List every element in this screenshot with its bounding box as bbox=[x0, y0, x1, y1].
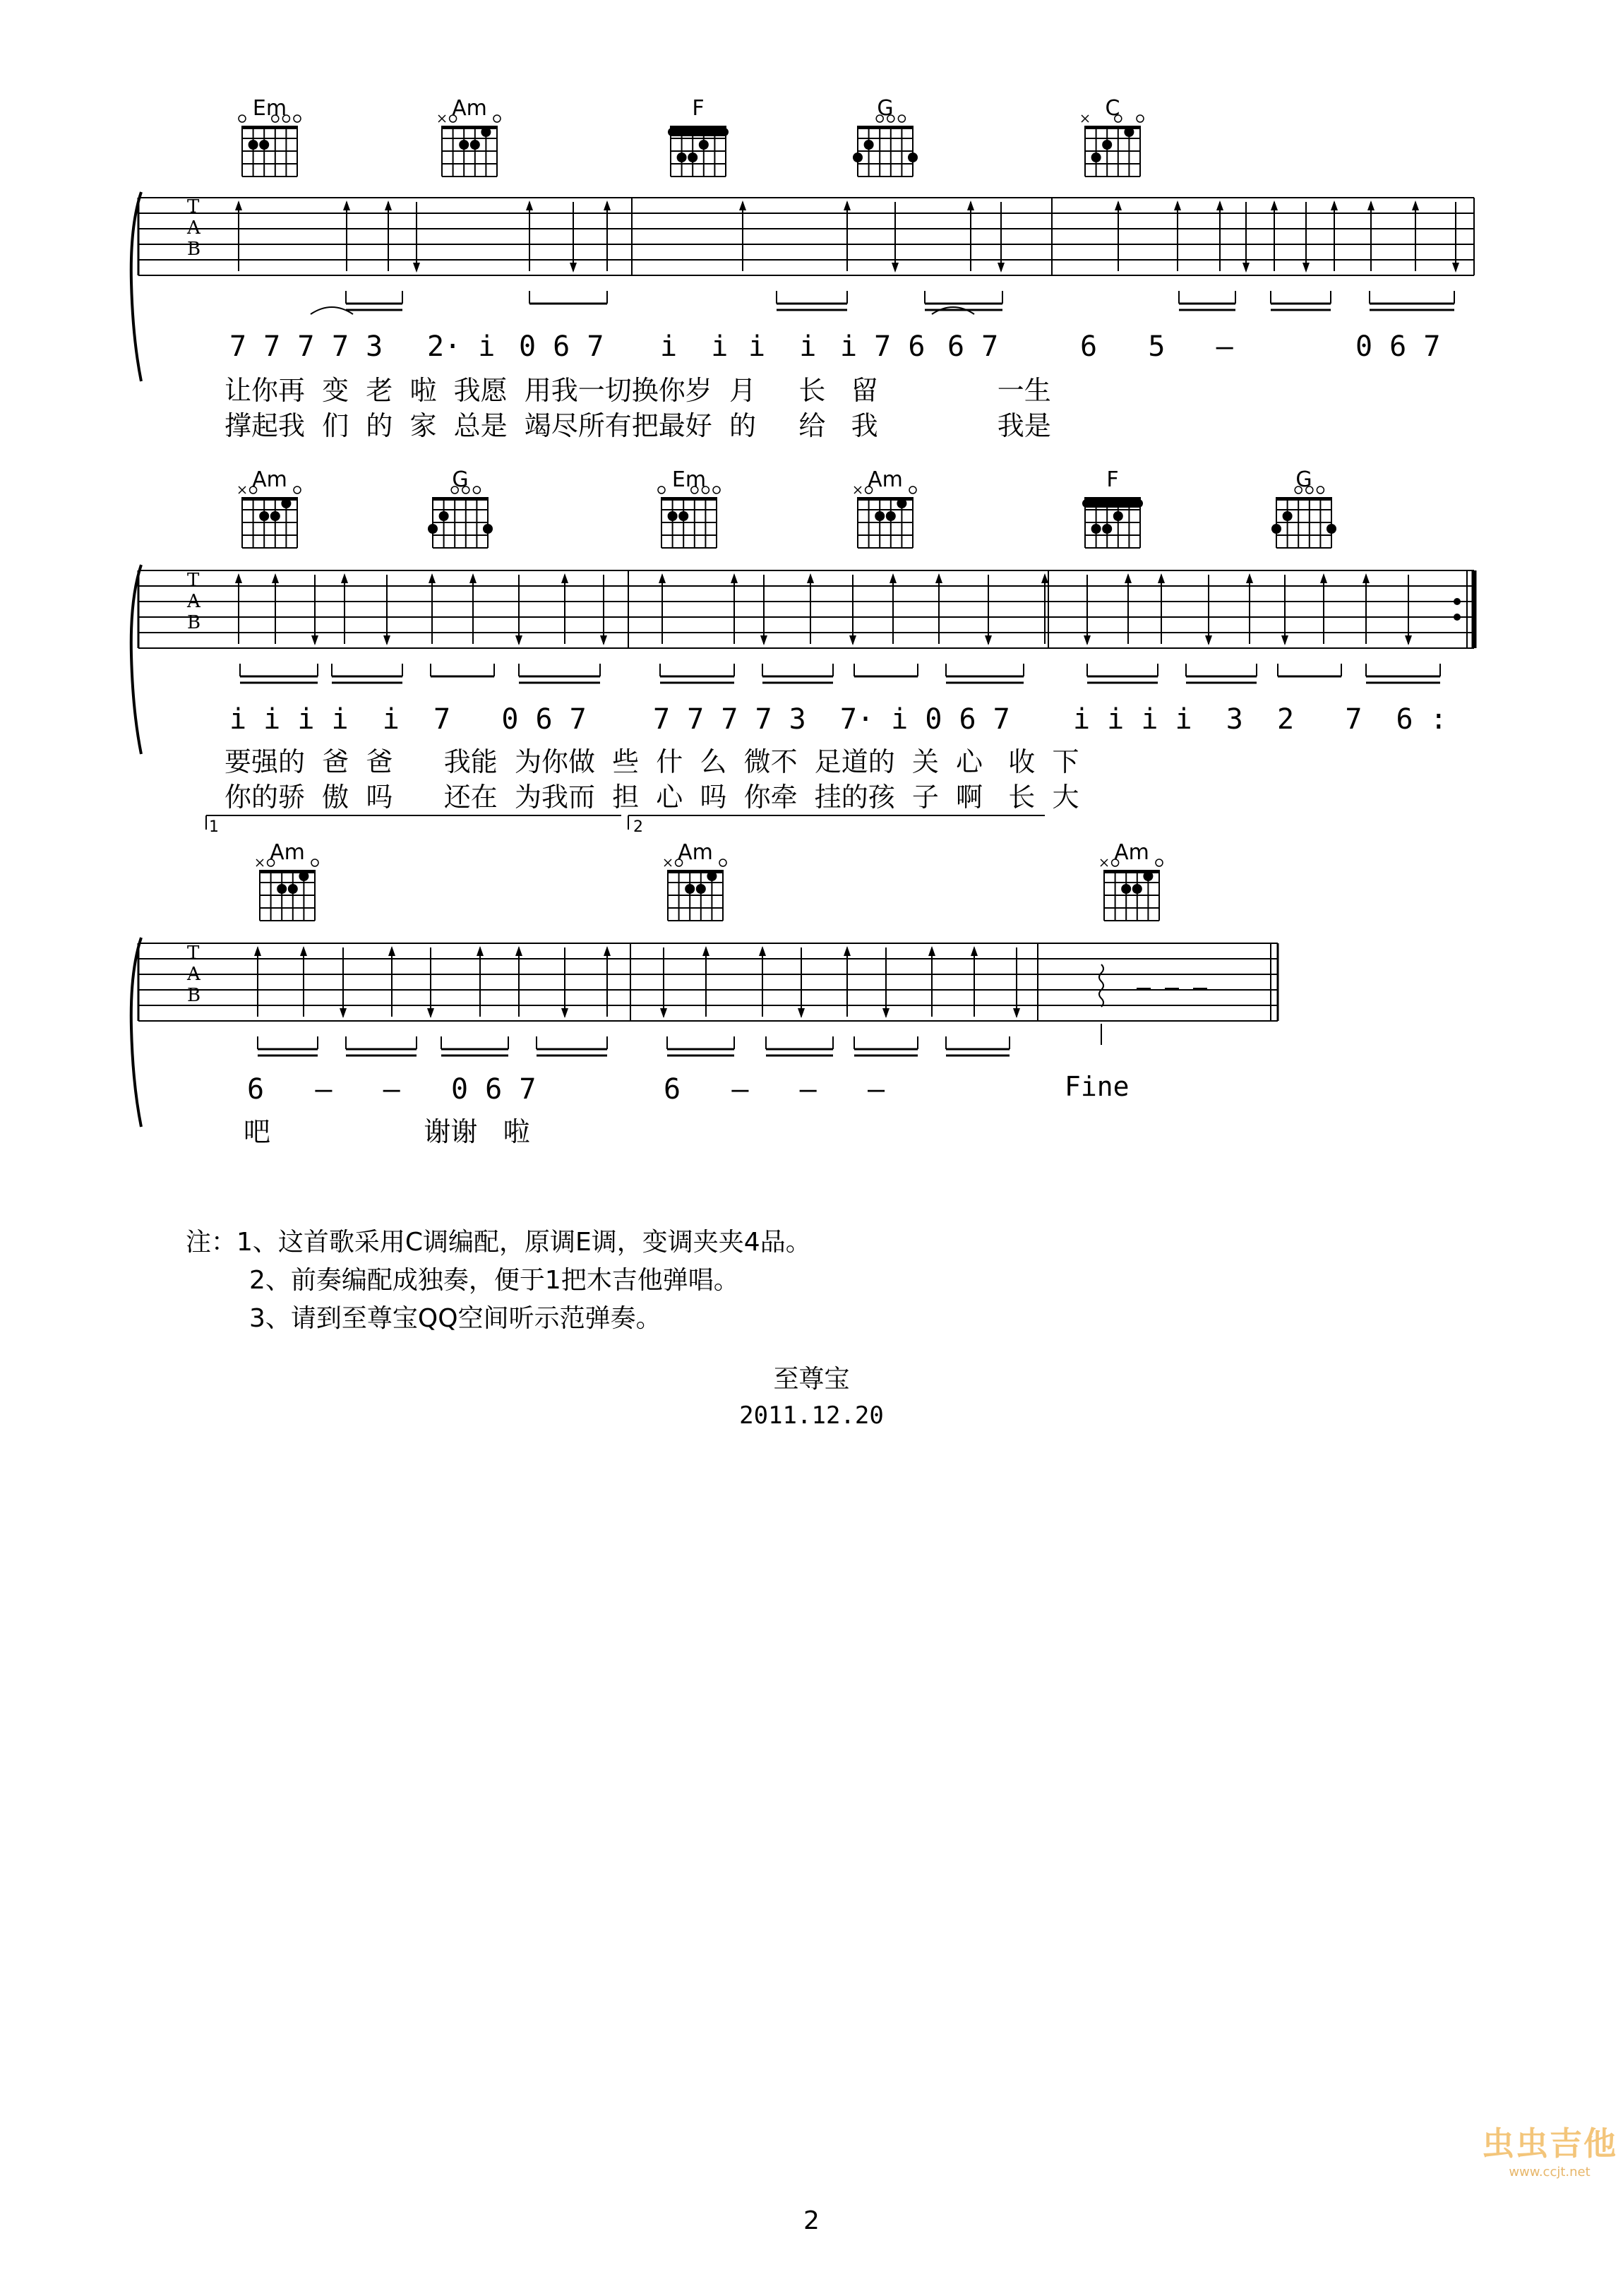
strum-up-icon bbox=[702, 946, 709, 956]
chord-dot bbox=[259, 140, 269, 150]
strum-down-icon bbox=[600, 635, 607, 645]
chord-dot bbox=[908, 153, 918, 162]
tab-letter: A bbox=[187, 217, 200, 239]
strum-up-icon bbox=[604, 946, 611, 956]
tab-letter: T bbox=[187, 570, 200, 591]
jianpu-notes: 0 6 7 bbox=[1355, 330, 1441, 363]
barre-icon bbox=[668, 128, 729, 136]
tab-letter: B bbox=[187, 239, 201, 260]
jianpu-notes: i i i i 3 2 7 6 : bbox=[1073, 703, 1447, 736]
strum-up-icon bbox=[1331, 201, 1338, 210]
chord-dot bbox=[281, 498, 291, 508]
fine-marking: Fine bbox=[1065, 1071, 1130, 1102]
jianpu-notes: 6 7 bbox=[947, 330, 999, 363]
strum-down-icon bbox=[1405, 635, 1412, 645]
strum-up-icon bbox=[604, 201, 611, 210]
jianpu-notes: 6 — — 0 6 7 bbox=[247, 1073, 537, 1106]
chord-diagram bbox=[854, 486, 916, 548]
system-brace bbox=[131, 565, 141, 754]
jianpu-notes: i 7 6 bbox=[840, 330, 926, 363]
strum-down-icon bbox=[882, 1008, 890, 1018]
strum-down-icon bbox=[561, 1008, 568, 1018]
date: 2011.12.20 bbox=[739, 1401, 884, 1430]
strum-up-icon bbox=[300, 946, 307, 956]
lyric-line-1: 吧 谢谢 啦 bbox=[244, 1116, 530, 1147]
strum-up-icon bbox=[1367, 201, 1375, 210]
chord-name: Am bbox=[1114, 840, 1149, 865]
tab-letter: B bbox=[187, 612, 201, 633]
chord-nut bbox=[1276, 497, 1331, 501]
strum-down-icon bbox=[798, 1008, 805, 1018]
strum-up-icon bbox=[1041, 573, 1048, 583]
chord-diagram bbox=[1101, 859, 1163, 921]
strum-up-icon bbox=[235, 573, 242, 583]
lyric-line-2: 你的骄 傲 吗 还在 为我而 担 心 吗 你牵 挂的孩 子 啊 长 大 bbox=[224, 782, 1079, 813]
chord-diagram bbox=[428, 486, 493, 548]
chord-dot bbox=[1124, 127, 1134, 137]
strum-up-icon bbox=[971, 946, 978, 956]
chord-dot bbox=[875, 511, 885, 521]
strum-up-icon bbox=[807, 573, 814, 583]
tab-letter: T bbox=[187, 943, 200, 964]
chord-dot bbox=[678, 511, 688, 521]
chord-diagram bbox=[438, 115, 501, 177]
chord-dot bbox=[677, 153, 687, 162]
chord-name: Am bbox=[270, 840, 305, 865]
strum-up-icon bbox=[1320, 573, 1327, 583]
strum-up-icon bbox=[254, 946, 261, 956]
strum-up-icon bbox=[1271, 201, 1278, 210]
repeat-dot bbox=[1454, 614, 1461, 621]
footnote-line-1: 注：1、这首歌采用C调编配，原调E调，变调夹夹4品。 bbox=[186, 1228, 811, 1257]
chord-dot bbox=[696, 884, 706, 894]
system-brace bbox=[131, 192, 141, 381]
repeat-dot bbox=[1454, 598, 1461, 605]
footnote-line-3: 3、请到至尊宝QQ空间听示范弹奏。 bbox=[249, 1304, 661, 1333]
strum-down-icon bbox=[383, 635, 390, 645]
chord-name: Am bbox=[868, 467, 903, 492]
chord-name: Am bbox=[252, 467, 287, 492]
arpeggio-icon bbox=[1099, 964, 1103, 1007]
tie-arc bbox=[311, 307, 353, 314]
strum-up-icon bbox=[1246, 573, 1253, 583]
strum-down-icon bbox=[1084, 635, 1091, 645]
chord-name: Em bbox=[671, 467, 707, 492]
strum-down-icon bbox=[1452, 263, 1459, 273]
strum-up-icon bbox=[477, 946, 484, 956]
chord-dot bbox=[1121, 884, 1131, 894]
barre-icon bbox=[1082, 499, 1143, 508]
strum-up-icon bbox=[928, 946, 935, 956]
chord-dot bbox=[699, 140, 709, 150]
tab-clef bbox=[187, 196, 200, 260]
chord-dot bbox=[481, 127, 491, 137]
strum-down-icon bbox=[660, 1008, 667, 1018]
strum-up-icon bbox=[1115, 201, 1122, 210]
strum-up-icon bbox=[429, 573, 436, 583]
watermark-logo: 虫虫吉他 bbox=[1482, 2124, 1617, 2163]
footnote-line-2: 2、前奏编配成独奏，便于1把木吉他弹唱。 bbox=[249, 1266, 739, 1295]
chord-nut bbox=[242, 126, 297, 129]
strum-down-icon bbox=[998, 263, 1005, 273]
chord-name: Am bbox=[678, 840, 713, 865]
chord-diagram bbox=[256, 859, 318, 921]
strum-up-icon bbox=[469, 573, 477, 583]
chord-dot bbox=[1132, 884, 1142, 894]
lyric-line-2: 撑起我 们 的 家 总是 竭尽所有把最好 的 给 我 我是 bbox=[224, 410, 1051, 441]
chord-dot bbox=[277, 884, 287, 894]
chord-name: G bbox=[1295, 467, 1312, 492]
chord-diagram bbox=[668, 126, 729, 177]
volta-2-label: 2 bbox=[633, 818, 643, 836]
chord-dot bbox=[897, 498, 906, 508]
strum-up-icon bbox=[739, 201, 746, 210]
chord-dot bbox=[428, 524, 438, 534]
strum-up-icon bbox=[731, 573, 738, 583]
strum-up-icon bbox=[1125, 573, 1132, 583]
strum-down-icon bbox=[985, 635, 992, 645]
chord-diagram bbox=[658, 486, 720, 548]
author: 至尊宝 bbox=[773, 1365, 850, 1394]
strum-up-icon bbox=[343, 201, 350, 210]
strum-up-icon bbox=[935, 573, 942, 583]
strum-up-icon bbox=[1363, 573, 1370, 583]
tab-letter: T bbox=[187, 196, 200, 217]
chord-nut bbox=[661, 497, 717, 501]
chord-dot bbox=[439, 511, 449, 521]
chord-dot bbox=[1283, 511, 1293, 521]
system-brace bbox=[131, 938, 141, 1127]
tab-letter: A bbox=[187, 964, 200, 985]
chord-dot bbox=[270, 511, 280, 521]
chord-diagram bbox=[1082, 115, 1144, 177]
strum-down-icon bbox=[1302, 263, 1310, 273]
strum-up-icon bbox=[341, 573, 348, 583]
strum-down-icon bbox=[760, 635, 767, 645]
jianpu-notes: i i i i i 7 0 6 7 bbox=[229, 703, 587, 736]
chord-name: F bbox=[692, 96, 705, 121]
jianpu-notes: i i bbox=[748, 330, 817, 363]
jianpu-notes: 6 — — — bbox=[664, 1073, 885, 1106]
jianpu-notes: 6 5 — bbox=[1080, 330, 1233, 363]
volta-1-label: 1 bbox=[209, 818, 219, 836]
watermark-url: www.ccjt.net bbox=[1509, 2165, 1591, 2180]
chord-diagram bbox=[239, 486, 301, 548]
chord-dot bbox=[470, 140, 480, 150]
strum-down-icon bbox=[892, 263, 899, 273]
strum-down-icon bbox=[1281, 635, 1288, 645]
strum-down-icon bbox=[570, 263, 577, 273]
chord-diagram bbox=[853, 115, 918, 177]
jianpu-notes: 7 7 7 7 3 7· i 0 6 7 bbox=[653, 703, 1010, 736]
chord-diagram bbox=[1082, 497, 1143, 548]
strum-down-icon bbox=[340, 1008, 347, 1018]
chord-dot bbox=[886, 511, 896, 521]
strum-up-icon bbox=[1216, 201, 1223, 210]
chord-dot bbox=[688, 153, 697, 162]
strum-up-icon bbox=[1412, 201, 1419, 210]
chord-dot bbox=[1143, 871, 1153, 881]
tab-clef bbox=[187, 570, 200, 633]
chord-name: G bbox=[452, 467, 469, 492]
jianpu-notes: 7 3 bbox=[332, 330, 383, 363]
chord-dot bbox=[1091, 153, 1101, 162]
chord-name: Am bbox=[452, 96, 487, 121]
jianpu-notes: 2· i bbox=[427, 330, 496, 363]
strum-down-icon bbox=[1205, 635, 1212, 645]
strum-up-icon bbox=[561, 573, 568, 583]
chord-dot bbox=[299, 871, 309, 881]
chord-dot bbox=[1326, 524, 1336, 534]
strum-up-icon bbox=[659, 573, 666, 583]
strum-up-icon bbox=[1174, 201, 1181, 210]
chord-dot bbox=[1091, 524, 1101, 534]
strum-up-icon bbox=[844, 201, 851, 210]
chord-name: F bbox=[1106, 467, 1119, 492]
chord-dot bbox=[707, 871, 717, 881]
lyric-line-1: 让你再 变 老 啦 我愿 用我一切换你岁 月 长 留 一生 bbox=[224, 375, 1051, 406]
chord-dot bbox=[1271, 524, 1281, 534]
strum-up-icon bbox=[759, 946, 766, 956]
chord-dot bbox=[685, 884, 695, 894]
strum-up-icon bbox=[967, 201, 974, 210]
tab-letter: B bbox=[187, 985, 201, 1006]
chord-dot bbox=[459, 140, 469, 150]
strum-up-icon bbox=[844, 946, 851, 956]
strum-down-icon bbox=[849, 635, 856, 645]
chord-dot bbox=[483, 524, 493, 534]
chord-dot bbox=[259, 511, 269, 521]
chord-dot bbox=[1102, 524, 1112, 534]
chord-dot bbox=[668, 511, 678, 521]
strum-down-icon bbox=[1242, 263, 1250, 273]
lyric-line-1: 要强的 爸 爸 我能 为你做 些 什 么 微不 足道的 关 心 收 下 bbox=[224, 746, 1079, 777]
jianpu-notes: 0 6 7 bbox=[519, 330, 604, 363]
chord-dot bbox=[853, 153, 863, 162]
strum-up-icon bbox=[272, 573, 279, 583]
chord-dot bbox=[1113, 511, 1123, 521]
chord-diagram bbox=[1271, 486, 1336, 548]
chord-name: C bbox=[1105, 96, 1120, 121]
strum-up-icon bbox=[235, 201, 242, 210]
tab-clef bbox=[187, 943, 200, 1006]
chord-nut bbox=[433, 497, 488, 501]
chord-diagram bbox=[239, 115, 301, 177]
jianpu-notes: i i bbox=[660, 330, 729, 363]
chord-diagram bbox=[664, 859, 726, 921]
strum-up-icon bbox=[515, 946, 522, 956]
watermark bbox=[1482, 2118, 1617, 2180]
strum-up-icon bbox=[890, 573, 897, 583]
tab-letter: A bbox=[187, 591, 200, 612]
strum-up-icon bbox=[1158, 573, 1165, 583]
chord-dot bbox=[248, 140, 258, 150]
strum-down-icon bbox=[515, 635, 522, 645]
strum-down-icon bbox=[413, 263, 420, 273]
strum-up-icon bbox=[385, 201, 392, 210]
strum-down-icon bbox=[1013, 1008, 1020, 1018]
chord-dot bbox=[288, 884, 298, 894]
chord-name: Em bbox=[252, 96, 287, 121]
page-number: 2 bbox=[803, 2206, 820, 2235]
strum-down-icon bbox=[311, 635, 318, 645]
jianpu-notes: 7 7 7 bbox=[229, 330, 315, 363]
chord-dot bbox=[864, 140, 874, 150]
chord-dot bbox=[1102, 140, 1112, 150]
strum-down-icon bbox=[427, 1008, 434, 1018]
strum-up-icon bbox=[526, 201, 533, 210]
chord-nut bbox=[858, 126, 913, 129]
chord-name: G bbox=[877, 96, 894, 121]
strum-up-icon bbox=[388, 946, 395, 956]
